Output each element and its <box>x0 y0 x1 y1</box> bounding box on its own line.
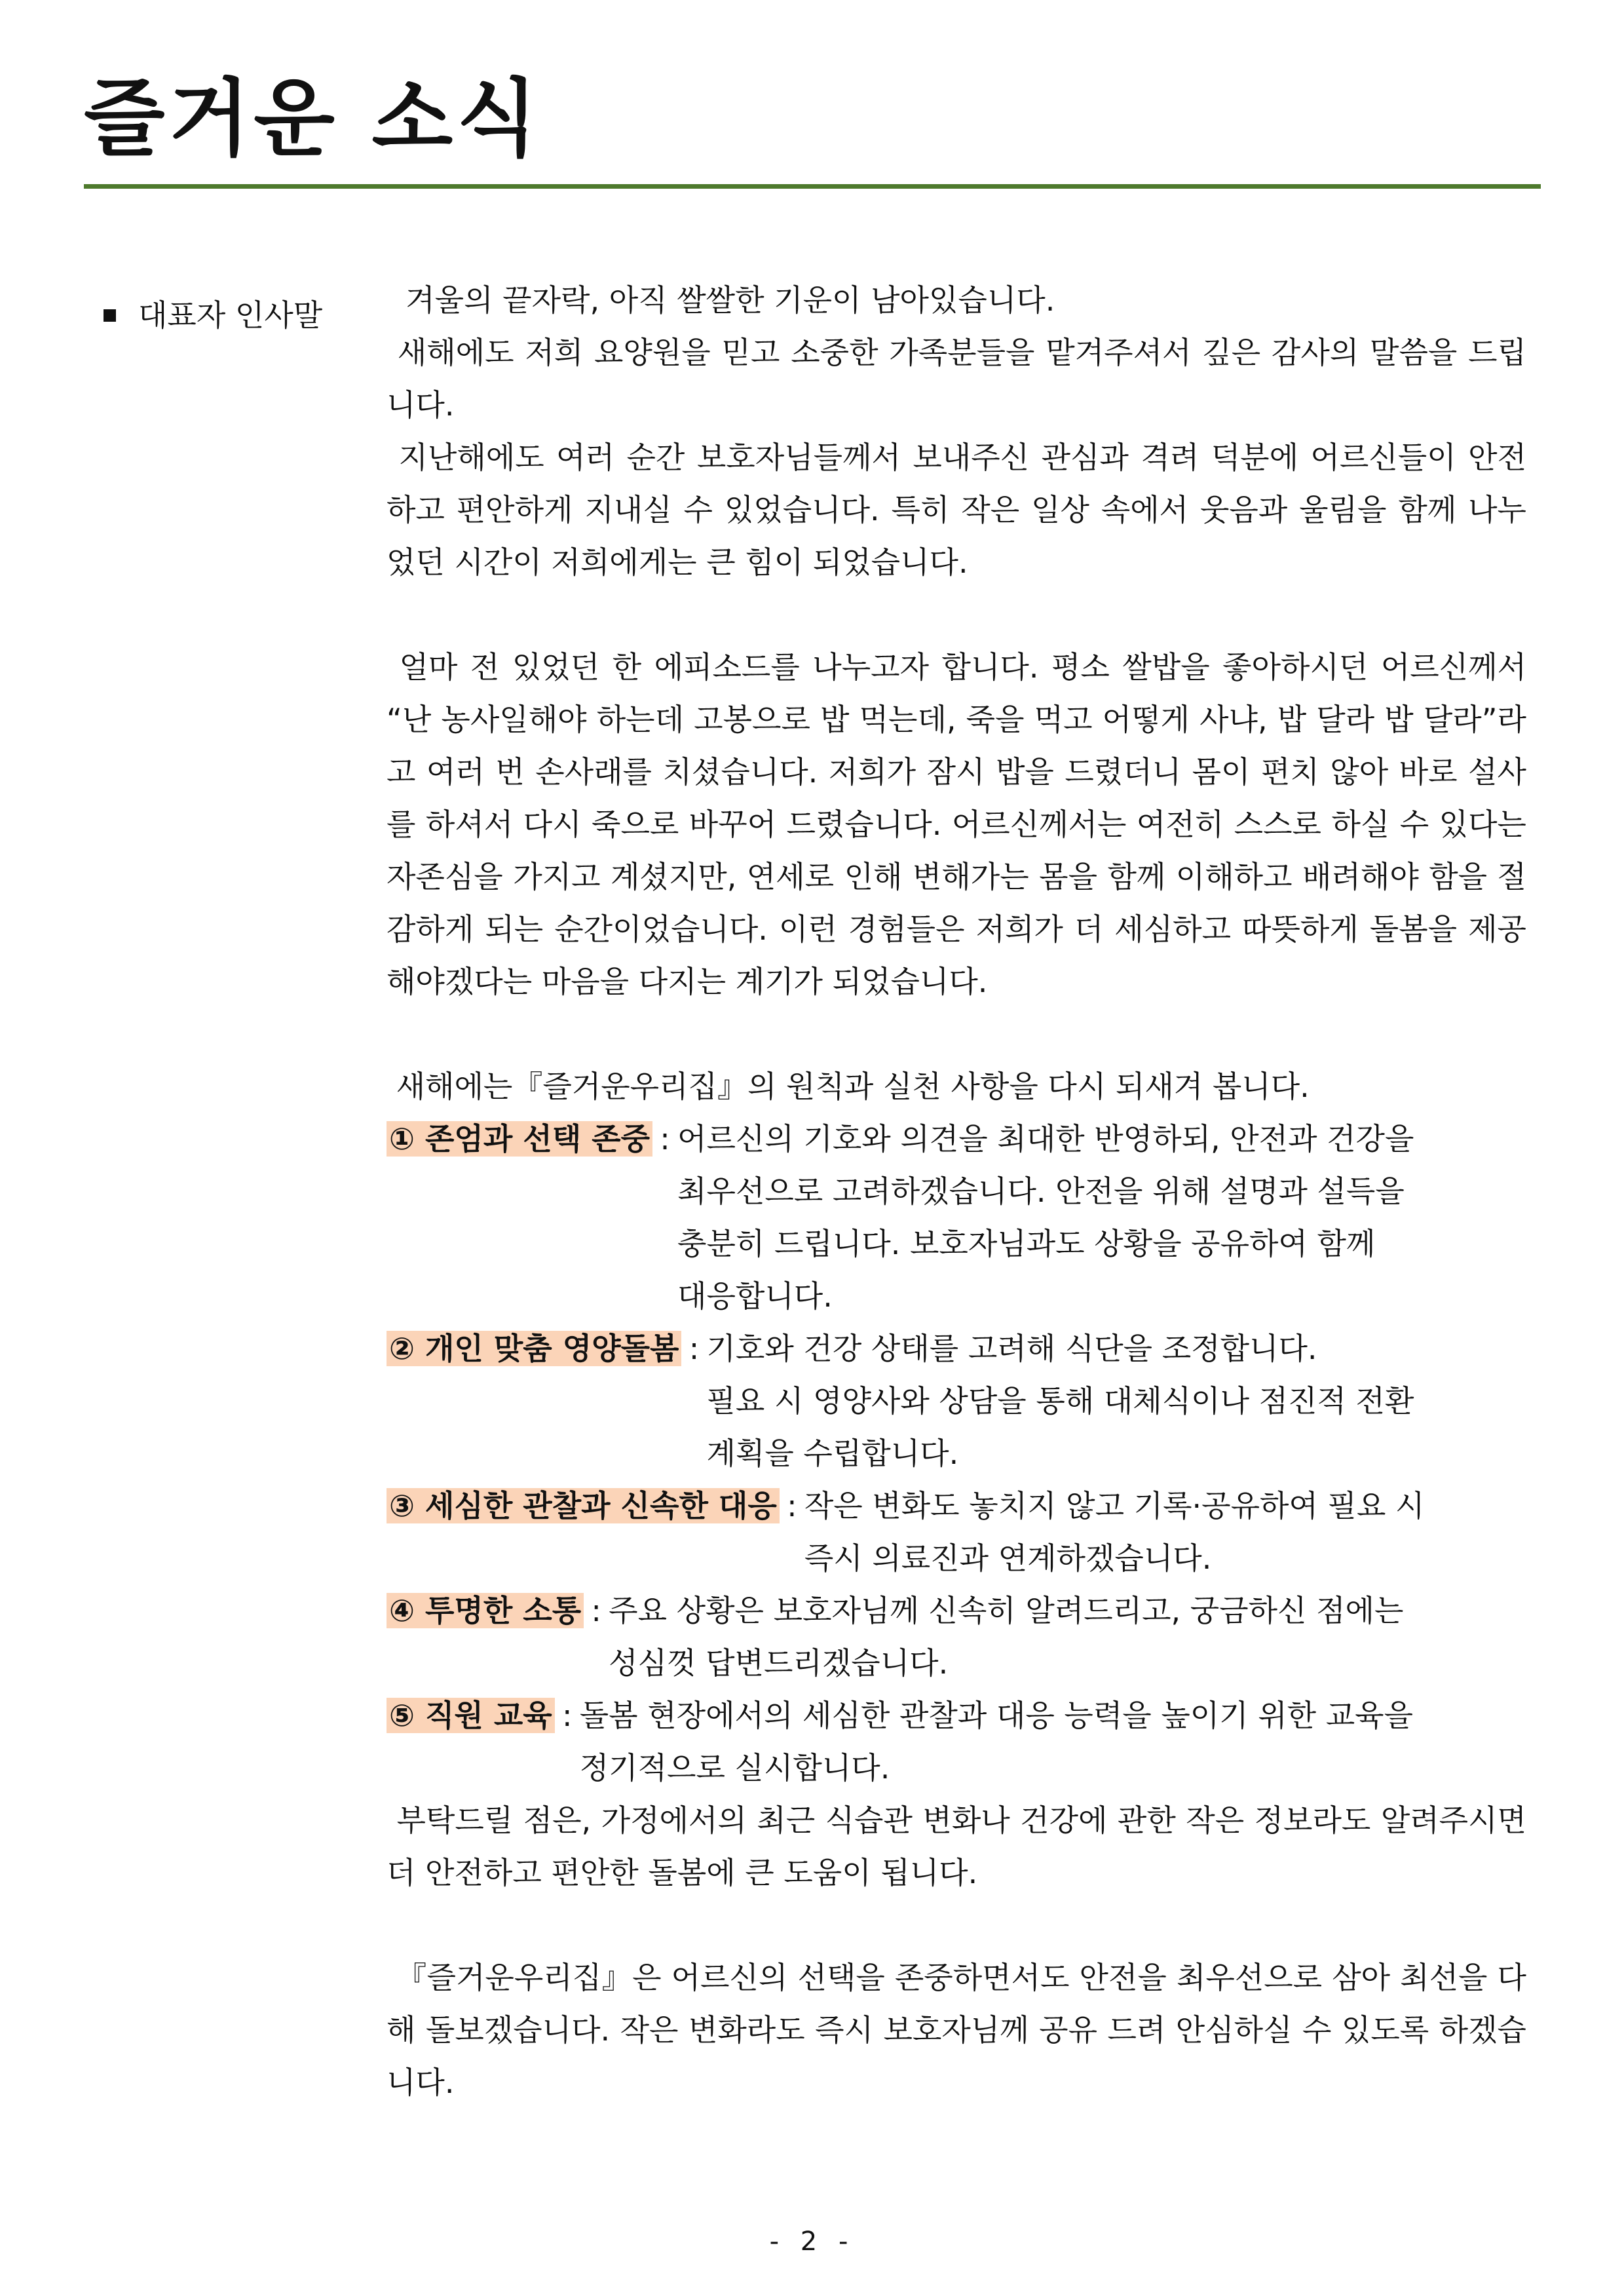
paragraph: 얼마 전 있었던 한 에피소드를 나누고자 합니다. 평소 쌀밥을 좋아하시던 어르신께서 “난 농사일해야 하는데 고봉으로 밥 먹는데, 죽을 먹고 어떻게 사냐, 밥 달라 밥 달라”라고 여러 번 손사래를 치셨습니다. 저희가 잠시 밥을 드렸더니 몸이 편치 않아 바로 설사를 하셔서 다시 죽으로 바꾸어 드렸습니다. 어르신께서는 여전히 스스로 하실 수 있다는 자존심을 가지고 계셨지만, 연세로 인해 변해가는 몸을 함께 이해하고 배려해야 함을 절감하게 되는 순간이었습니다. 이런 경험들은 저희가 더 세심하고 따뜻하게 돌봄을 제공해야겠다는 마음을 다지는 계기가 되었습니다. <box>387 649 1527 999</box>
principle-item: ④ 투명한 소통 : 주요 상황은 보호자님께 신속히 알려드리고, 궁금하신 점에는 성심껏 답변드리겠습니다. <box>387 1584 1526 1689</box>
paragraph: 새해에도 저희 요양원을 믿고 소중한 가족분들을 맡겨주셔서 깊은 감사의 말씀을 드립니다. <box>387 335 1526 423</box>
principle-item: ③ 세심한 관찰과 신속한 대응 : 작은 변화도 놓치지 않고 기록·공유하여 필요 시 즉시 의료진과 연계하겠습니다. <box>387 1480 1526 1584</box>
page-title: 즐거운 소식 <box>84 70 542 168</box>
principle-item: ⑤ 직원 교육 : 돌봄 현장에서의 세심한 관찰과 대응 능력을 높이기 위한 교육을 정기적으로 실시합니다. <box>387 1689 1526 1794</box>
principle-title: ① 존엄과 선택 존중 <box>387 1121 652 1157</box>
principle-description: 기호와 건강 상태를 고려해 식단을 조정합니다. 필요 시 영양사와 상담을 통해 대체식이나 점진적 전환 계획을 수립합니다. <box>706 1331 1414 1471</box>
paragraph: 겨울의 끝자락, 아직 쌀쌀한 기운이 남아있습니다. <box>406 282 1055 318</box>
principles-intro: 새해에는『즐거운우리집』의 원칙과 실천 사항을 다시 되새겨 봅니다. <box>396 1069 1310 1104</box>
page-number: - 2 - <box>769 2227 855 2257</box>
principle-description: 주요 상황은 보호자님께 신속히 알려드리고, 궁금하신 점에는 성심껏 답변드리겠습니다. <box>609 1593 1404 1681</box>
greeting-body <box>387 274 1526 2109</box>
section-label <box>104 297 323 333</box>
principle-title: ③ 세심한 관찰과 신속한 대응 <box>387 1488 780 1523</box>
principle-title: ⑤ 직원 교육 <box>387 1698 555 1733</box>
principle-description: 돌봄 현장에서의 세심한 관찰과 대응 능력을 높이기 위한 교육을 정기적으로 실시합니다. <box>579 1698 1414 1786</box>
title-divider <box>84 184 1541 189</box>
section-label-text: 대표자 인사말 <box>138 297 323 333</box>
paragraph: 『즐거운우리집』은 어르신의 선택을 존중하면서도 안전을 최우선으로 삼아 최선을 다해 돌보겠습니다. 작은 변화라도 즉시 보호자님께 공유 드려 안심하실 수 있도록 하겠습니다. <box>387 1960 1526 2100</box>
principle-item: ① 존엄과 선택 존중 : 어르신의 기호와 의견을 최대한 반영하되, 안전과 건강을 최우선으로 고려하겠습니다. 안전을 위해 설명과 설득을 충분히 드립니다. 보호자님과도 상황을 공유하여 함께 대응합니다. <box>387 1113 1526 1322</box>
principle-title: ② 개인 맞춤 영양돌봄 <box>387 1331 681 1366</box>
principle-title: ④ 투명한 소통 <box>387 1593 584 1628</box>
principle-description: 어르신의 기호와 의견을 최대한 반영하되, 안전과 건강을 최우선으로 고려하겠습니다. 안전을 위해 설명과 설득을 충분히 드립니다. 보호자님과도 상황을 공유하여 함께 대응합니다. <box>677 1121 1414 1314</box>
paragraph: 부탁드릴 점은, 가정에서의 최근 식습관 변화나 건강에 관한 작은 정보라도 알려주시면 더 안전하고 편안한 돌봄에 큰 도움이 됩니다. <box>387 1803 1526 1890</box>
principle-description: 작은 변화도 놓치지 않고 기록·공유하여 필요 시 즉시 의료진과 연계하겠습니다. <box>804 1488 1425 1576</box>
paragraph: 지난해에도 여러 순간 보호자님들께서 보내주신 관심과 격려 덕분에 어르신들이 안전하고 편안하게 지내실 수 있었습니다. 특히 작은 일상 속에서 웃음과 울림을 함께 나누었던 시간이 저희에게는 큰 힘이 되었습니다. <box>387 440 1527 580</box>
principle-item: ② 개인 맞춤 영양돌봄 : 기호와 건강 상태를 고려해 식단을 조정합니다. 필요 시 영양사와 상담을 통해 대체식이나 점진적 전환 계획을 수립합니다. <box>387 1322 1526 1480</box>
square-bullet-icon <box>104 309 116 322</box>
